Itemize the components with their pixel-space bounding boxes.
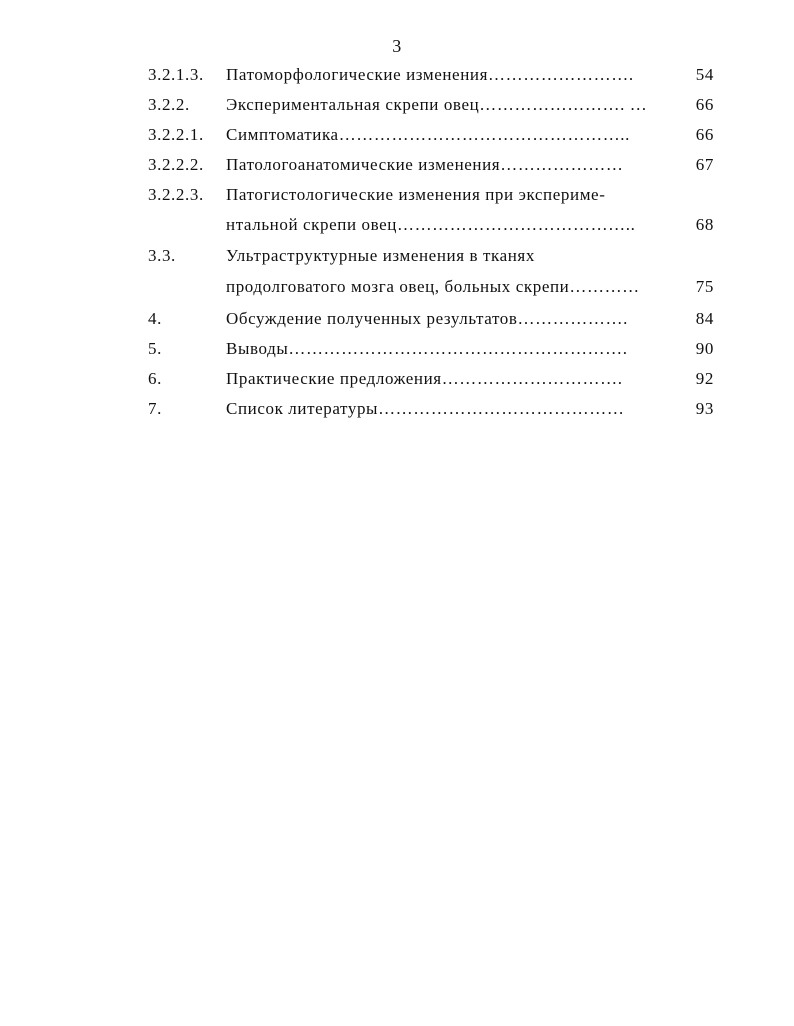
toc-entry-title: Обсуждение полученных результатов………………. — [226, 309, 628, 328]
toc-entry-title-line1: Патогистологические изменения при экспериме- — [226, 185, 606, 204]
toc-entry-number: 3.2.2.2. — [148, 155, 204, 174]
toc-entry-title-line1: Ультраструктурные изменения в тканях — [226, 246, 535, 265]
toc-entry-page: 68 — [695, 215, 714, 234]
toc-entry-title: Практические предложения…………………………. — [226, 369, 623, 388]
toc-entry-title: Патологоанатомические изменения………………… — [226, 155, 624, 174]
toc-entry-title: Выводы…………………………………………………. — [226, 339, 628, 358]
toc-entry-page: 67 — [695, 155, 714, 174]
toc-entry-title-line2: продолговатого мозга овец, больных скрепи………… — [226, 277, 640, 296]
toc-entry-number: 3.3. — [148, 246, 176, 265]
toc-entry-title: Патоморфологические изменения……………………. — [226, 65, 634, 84]
toc-entry-number: 7. — [148, 399, 162, 418]
toc-entry-title: Экспериментальная скрепи овец……………………. … — [226, 95, 648, 114]
toc-entry-page: 75 — [695, 277, 714, 296]
toc-entry-page: 84 — [695, 309, 714, 328]
toc-entry-title: Симптоматика………………………………………….. — [226, 125, 630, 144]
toc-entry-number: 3.2.2.1. — [148, 125, 204, 144]
toc-entry-number: 3.2.1.3. — [148, 65, 204, 84]
toc-entry-number: 6. — [148, 369, 162, 388]
toc-entry-number: 3.2.2. — [148, 95, 190, 114]
toc-entry-page: 54 — [695, 65, 714, 84]
toc-entry-number: 5. — [148, 339, 162, 358]
toc-entry-page: 93 — [695, 399, 714, 418]
page-number: 3 — [392, 36, 402, 56]
toc-entry-page: 66 — [695, 125, 714, 144]
toc-entry-page: 92 — [695, 369, 714, 388]
toc-entry-page: 66 — [695, 95, 714, 114]
toc-entry-page: 90 — [695, 339, 714, 358]
toc-entry-number: 4. — [148, 309, 162, 328]
toc-entry-title-line2: нтальной скрепи овец………………………………….. — [226, 215, 636, 234]
toc-entry-number: 3.2.2.3. — [148, 185, 204, 204]
toc-entry-title: Список литературы…………………………………… — [226, 399, 625, 418]
